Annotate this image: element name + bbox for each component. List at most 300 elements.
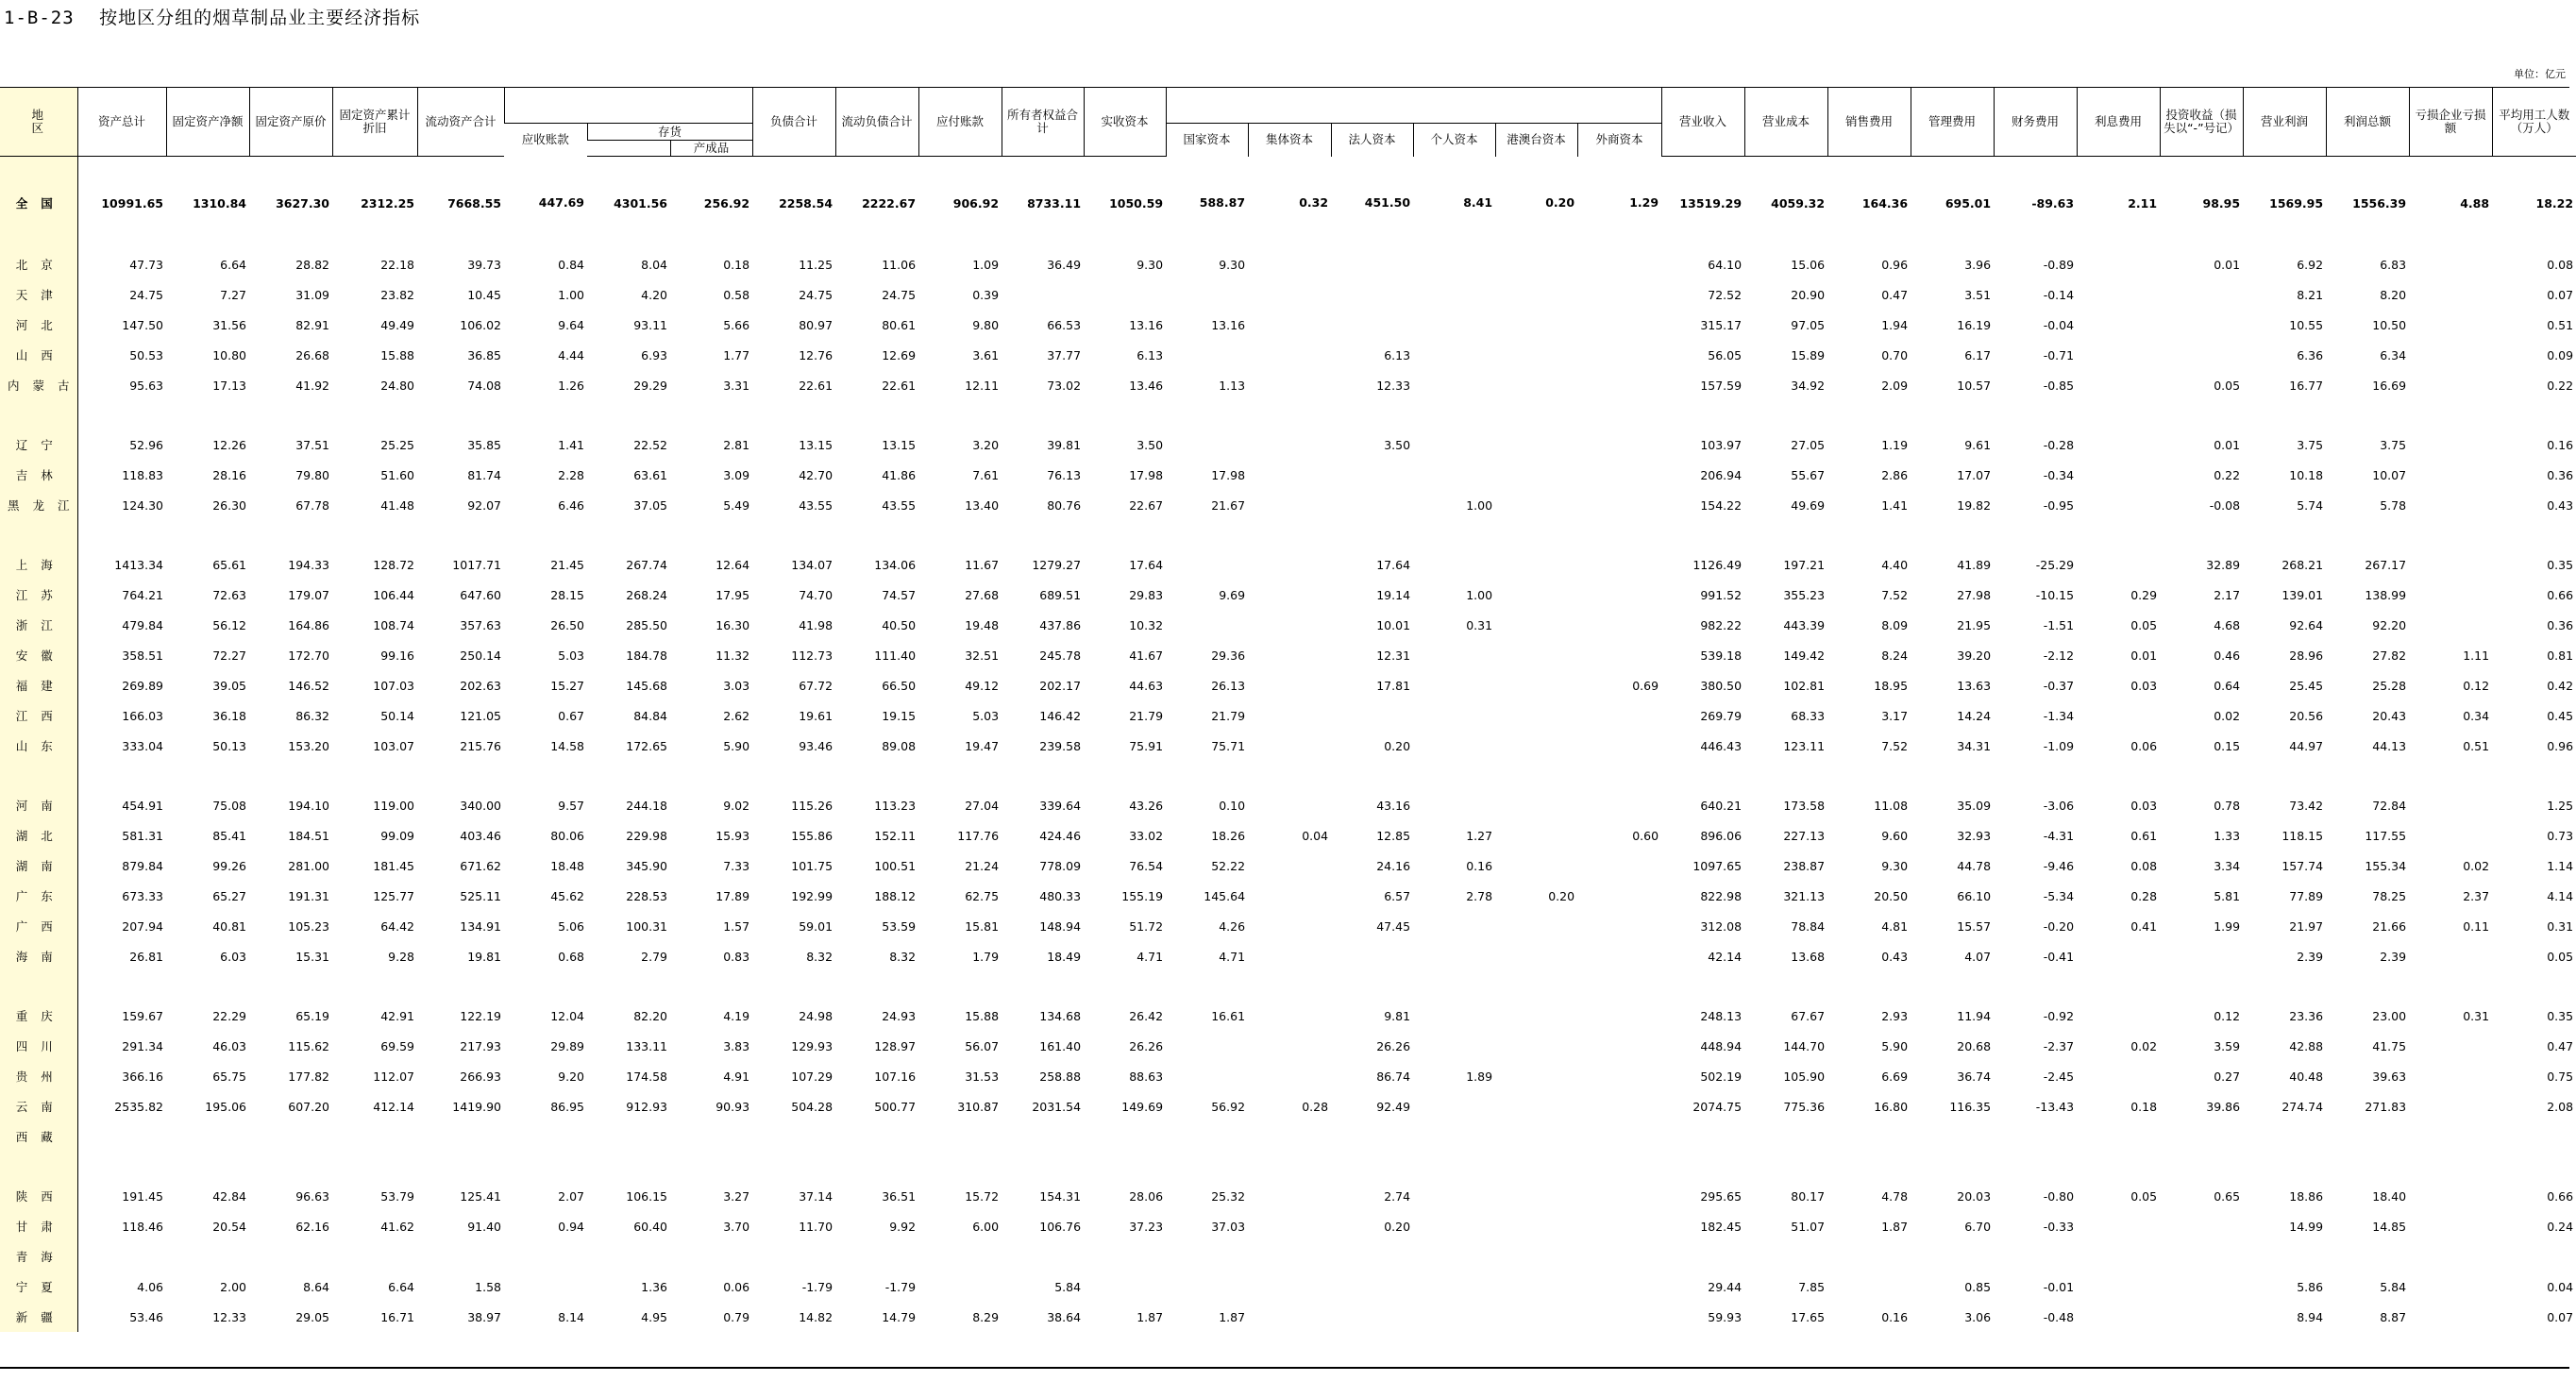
value-cell — [587, 520, 670, 549]
value-cell — [1002, 1241, 1084, 1272]
value-cell: 73.02 — [1047, 378, 1082, 393]
value-cell: 0.12 — [2463, 678, 2490, 693]
value-cell: 15.57 — [1957, 918, 1992, 934]
value-cell — [1827, 1121, 1911, 1152]
value-cell — [1331, 279, 1413, 310]
value-cell: 0.41 — [2130, 918, 2158, 934]
value-cell: 44.63 — [1129, 678, 1164, 693]
value-cell — [1413, 1031, 1495, 1061]
value-cell: 10.07 — [2372, 467, 2407, 482]
value-cell: 12.76 — [799, 347, 833, 362]
value-cell: 1.14 — [2547, 858, 2574, 873]
value-cell — [1495, 820, 1577, 851]
value-cell — [1744, 761, 1827, 790]
value-cell: 0.10 — [1219, 798, 1246, 813]
value-cell: 85.41 — [212, 828, 246, 843]
value-cell: 3.20 — [972, 437, 1000, 452]
value-cell: 26.13 — [1211, 678, 1246, 693]
value-cell: 0.01 — [2130, 648, 2158, 663]
header-inventory-spacer — [587, 141, 670, 157]
value-cell: 244.18 — [626, 798, 667, 813]
value-cell: -0.85 — [2043, 378, 2075, 393]
value-cell: 3.83 — [723, 1038, 750, 1053]
value-cell: 1419.90 — [452, 1099, 501, 1114]
value-cell — [1248, 790, 1331, 820]
value-cell: 239.58 — [1039, 738, 1082, 753]
value-cell: 172.65 — [626, 738, 667, 753]
value-cell: 20.90 — [1791, 287, 1826, 302]
value-cell: 1569.95 — [2269, 195, 2324, 211]
value-cell: 32.93 — [1957, 828, 1992, 843]
value-cell: 7.52 — [1881, 738, 1909, 753]
value-cell: -9.46 — [2043, 858, 2075, 873]
value-cell: 17.81 — [1376, 678, 1411, 693]
value-cell — [2492, 1121, 2576, 1152]
value-cell: 6.03 — [220, 949, 246, 964]
value-cell — [1413, 1272, 1495, 1302]
value-cell: 5.81 — [2214, 888, 2241, 903]
value-cell: 345.90 — [626, 858, 667, 873]
value-cell: 92.20 — [2372, 617, 2407, 632]
value-cell: 0.05 — [2130, 1188, 2158, 1204]
value-cell: 5.90 — [723, 738, 750, 753]
value-cell: 92.64 — [2289, 617, 2324, 632]
value-cell: 5.49 — [723, 497, 750, 513]
value-cell: 15.06 — [1791, 257, 1826, 272]
value-cell: 106.76 — [1039, 1219, 1082, 1234]
value-cell: 50.13 — [212, 738, 246, 753]
value-cell — [1248, 971, 1331, 1001]
value-cell — [417, 761, 504, 790]
value-cell: 28.15 — [550, 587, 584, 602]
table-row — [0, 1001, 2576, 1031]
value-cell: 525.11 — [460, 888, 501, 903]
header-individual-capital: 个人资本 — [1413, 124, 1495, 157]
value-cell: 39.05 — [212, 678, 246, 693]
value-cell: 28.06 — [1129, 1188, 1164, 1204]
value-cell: 0.20 — [1384, 1219, 1411, 1234]
value-cell: 74.70 — [799, 587, 833, 602]
value-cell — [2077, 249, 2160, 279]
value-cell — [752, 400, 835, 430]
value-cell — [504, 761, 587, 790]
value-cell: 164.86 — [288, 617, 329, 632]
value-cell: 2.37 — [2463, 888, 2490, 903]
value-cell: 8.24 — [1881, 648, 1909, 663]
value-cell: 14.24 — [1957, 708, 1992, 723]
region-cell: 安徽 — [0, 640, 77, 670]
value-cell: 36.51 — [882, 1188, 917, 1204]
value-cell — [1248, 1031, 1331, 1061]
value-cell — [2077, 340, 2160, 370]
value-cell: 8.14 — [558, 1309, 584, 1324]
value-cell: 92.49 — [1376, 1099, 1411, 1114]
value-cell — [2077, 1241, 2160, 1272]
value-cell: 3.96 — [1964, 257, 1992, 272]
value-cell: 443.39 — [1783, 617, 1826, 632]
value-cell: 4.19 — [723, 1008, 750, 1023]
value-cell — [918, 761, 1002, 790]
value-cell: 98.95 — [2202, 195, 2241, 211]
value-cell: 1.09 — [972, 257, 1000, 272]
value-cell: -0.01 — [2043, 1279, 2075, 1294]
value-cell: 991.52 — [1700, 587, 1743, 602]
value-cell: 6.34 — [2380, 347, 2407, 362]
value-cell: 111.40 — [874, 648, 917, 663]
region-cell — [0, 400, 77, 430]
table-row — [0, 549, 2576, 580]
value-cell — [2077, 1302, 2160, 1332]
value-cell: 4.20 — [641, 287, 667, 302]
header-investment-income: 投资收益（损失以“-”号记） — [2160, 88, 2243, 157]
value-cell — [332, 520, 417, 549]
value-cell: 106.15 — [626, 1188, 667, 1204]
value-cell: 0.08 — [2130, 858, 2158, 873]
value-cell: 281.00 — [288, 858, 329, 873]
value-cell — [1248, 670, 1331, 700]
value-cell: 118.83 — [122, 467, 163, 482]
value-cell: 0.34 — [2463, 708, 2490, 723]
value-cell: 2074.75 — [1692, 1099, 1743, 1114]
value-cell: -4.31 — [2043, 828, 2075, 843]
value-cell — [1166, 761, 1248, 790]
value-cell — [1744, 400, 1827, 430]
value-cell: 115.26 — [791, 798, 833, 813]
value-cell: 0.07 — [2547, 287, 2574, 302]
value-cell: 0.36 — [2547, 617, 2574, 632]
value-cell: 93.11 — [633, 317, 667, 332]
value-cell — [1248, 941, 1331, 971]
value-cell: 38.97 — [467, 1309, 501, 1324]
value-cell: 9.92 — [889, 1219, 917, 1234]
value-cell: 36.74 — [1957, 1069, 1992, 1084]
header-financial-expenses: 财务费用 — [1994, 88, 2077, 157]
table-row — [0, 460, 2576, 490]
value-cell: 43.55 — [799, 497, 833, 513]
value-cell — [1495, 971, 1577, 1001]
table-title-text: 按地区分组的烟草制品业主要经济指标 — [99, 8, 421, 28]
value-cell — [1166, 971, 1248, 1001]
value-cell — [1248, 1302, 1331, 1332]
value-cell: -0.95 — [2043, 497, 2075, 513]
value-cell — [332, 971, 417, 1001]
value-cell: 15.72 — [965, 1188, 1000, 1204]
value-cell: -10.15 — [2035, 587, 2075, 602]
header-accumulated-depreciation: 固定资产累计折旧 — [332, 88, 417, 157]
value-cell: 12.64 — [716, 557, 750, 572]
value-cell — [2409, 520, 2492, 549]
value-cell: 21.66 — [2372, 918, 2407, 934]
value-cell: 671.62 — [460, 858, 501, 873]
value-cell — [1413, 549, 1495, 580]
value-cell: 21.67 — [1211, 497, 1246, 513]
region-cell: 湖北 — [0, 820, 77, 851]
value-cell: 0.31 — [1466, 617, 1493, 632]
value-cell: 4.81 — [1881, 918, 1909, 934]
value-cell — [1577, 851, 1661, 881]
region-cell: 全国 — [0, 157, 77, 250]
value-cell: 2.86 — [1881, 467, 1909, 482]
value-cell: 46.03 — [212, 1038, 246, 1053]
value-cell: 4.95 — [641, 1309, 667, 1324]
value-cell — [1495, 1061, 1577, 1091]
value-cell: 1097.65 — [1692, 858, 1743, 873]
value-cell — [1413, 1241, 1495, 1272]
value-cell — [2409, 1031, 2492, 1061]
value-cell: 9.20 — [558, 1069, 584, 1084]
value-cell — [2492, 520, 2576, 549]
value-cell — [1577, 1091, 1661, 1121]
value-cell — [2409, 1211, 2492, 1241]
value-cell: 0.32 — [1299, 195, 1329, 211]
value-cell: 19.15 — [882, 708, 917, 723]
value-cell — [1084, 520, 1166, 549]
header-interest-expenses: 利息费用 — [2077, 88, 2160, 157]
value-cell: 80.97 — [799, 317, 833, 332]
value-cell — [2243, 400, 2326, 430]
value-cell: 0.05 — [2547, 949, 2574, 964]
value-cell: 312.08 — [1700, 918, 1743, 934]
value-cell: 12.85 — [1376, 828, 1411, 843]
value-cell: 26.26 — [1376, 1038, 1411, 1053]
value-cell — [1744, 971, 1827, 1001]
value-cell: 49.12 — [965, 678, 1000, 693]
value-cell: 116.35 — [1949, 1099, 1992, 1114]
table-row — [0, 610, 2576, 640]
value-cell — [1495, 430, 1577, 460]
value-cell — [2492, 971, 2576, 1001]
value-cell — [2409, 1121, 2492, 1152]
value-cell — [1248, 549, 1331, 580]
value-cell: 134.91 — [460, 918, 501, 934]
value-cell: 86.74 — [1376, 1069, 1411, 1084]
table-row — [0, 790, 2576, 820]
value-cell: 0.18 — [723, 257, 750, 272]
value-cell: 191.45 — [122, 1188, 163, 1204]
value-cell — [2243, 1121, 2326, 1152]
value-cell: 20.43 — [2372, 708, 2407, 723]
value-cell — [2077, 1211, 2160, 1241]
value-cell: 4.40 — [1881, 557, 1909, 572]
value-cell — [1744, 1121, 1827, 1152]
value-cell — [1248, 520, 1331, 549]
value-cell: 0.96 — [2547, 738, 2574, 753]
value-cell: 80.76 — [1047, 497, 1082, 513]
value-cell — [1248, 1181, 1331, 1211]
value-cell: 0.35 — [2547, 1008, 2574, 1023]
value-cell: -0.14 — [2043, 287, 2075, 302]
value-cell: 86.32 — [295, 708, 329, 723]
value-cell — [1248, 1211, 1331, 1241]
header-operating-cost: 营业成本 — [1744, 88, 1827, 157]
value-cell: 3.70 — [723, 1219, 750, 1234]
value-cell — [587, 1121, 670, 1152]
value-cell — [1413, 340, 1495, 370]
value-cell: -0.80 — [2043, 1188, 2075, 1204]
value-cell: 119.00 — [373, 798, 414, 813]
value-cell — [1248, 700, 1331, 731]
region-cell: 广东 — [0, 881, 77, 911]
value-cell: 125.77 — [373, 888, 414, 903]
value-cell: 123.11 — [1783, 738, 1826, 753]
value-cell: 227.13 — [1783, 828, 1826, 843]
value-cell: 217.93 — [460, 1038, 501, 1053]
table-row — [0, 310, 2576, 340]
value-cell — [1413, 670, 1495, 700]
value-cell: 42.84 — [212, 1188, 246, 1204]
value-cell — [918, 1241, 1002, 1272]
value-cell — [1248, 460, 1331, 490]
value-cell: -2.12 — [2043, 648, 2075, 663]
value-cell — [1827, 1272, 1911, 1302]
value-cell: 17.89 — [716, 888, 750, 903]
value-cell: 11.06 — [882, 257, 917, 272]
value-cell — [1911, 400, 1994, 430]
value-cell — [1413, 1302, 1495, 1332]
value-cell: 24.98 — [799, 1008, 833, 1023]
value-cell: 4.88 — [2460, 195, 2490, 211]
value-cell — [2409, 941, 2492, 971]
value-cell: 2535.82 — [114, 1099, 163, 1114]
value-cell — [2409, 370, 2492, 400]
value-cell: 1556.39 — [2352, 195, 2407, 211]
value-cell — [2160, 1121, 2243, 1152]
value-cell: 764.21 — [122, 587, 163, 602]
value-cell: 3.75 — [2380, 437, 2407, 452]
value-cell: -1.79 — [884, 1279, 917, 1294]
value-cell — [918, 400, 1002, 430]
value-cell: 21.79 — [1129, 708, 1164, 723]
value-cell — [1495, 310, 1577, 340]
value-cell: 0.22 — [2547, 378, 2574, 393]
value-cell: 99.09 — [380, 828, 414, 843]
value-cell: 446.43 — [1700, 738, 1743, 753]
value-cell — [504, 971, 587, 1001]
value-cell: 1.27 — [1466, 828, 1493, 843]
value-cell: 67.78 — [295, 497, 329, 513]
value-cell: 101.75 — [791, 858, 833, 873]
value-cell: 23.00 — [2372, 1008, 2407, 1023]
value-cell: 43.16 — [1376, 798, 1411, 813]
region-cell: 广西 — [0, 911, 77, 941]
value-cell: 9.61 — [1964, 437, 1992, 452]
value-cell — [1413, 941, 1495, 971]
value-cell: 0.36 — [2547, 467, 2574, 482]
value-cell — [1248, 249, 1331, 279]
value-cell — [1495, 1121, 1577, 1152]
value-cell: 68.33 — [1791, 708, 1826, 723]
value-cell: 0.16 — [1466, 858, 1493, 873]
value-cell: 29.29 — [633, 378, 667, 393]
value-cell — [1577, 1121, 1661, 1152]
value-cell: 4059.32 — [1771, 195, 1826, 211]
value-cell: 26.50 — [550, 617, 584, 632]
value-cell — [1577, 1211, 1661, 1241]
header-foreign-capital: 外商资本 — [1577, 124, 1661, 157]
value-cell: 0.20 — [1548, 888, 1575, 903]
value-cell: 0.43 — [2547, 497, 2574, 513]
value-cell: 117.76 — [957, 828, 1000, 843]
value-cell — [166, 520, 249, 549]
value-cell — [417, 1152, 504, 1181]
value-cell: 95.63 — [129, 378, 163, 393]
value-cell — [670, 971, 752, 1001]
value-cell — [1002, 1121, 1084, 1152]
value-cell — [1248, 490, 1331, 520]
value-cell — [1827, 520, 1911, 549]
value-cell: 0.20 — [1545, 195, 1575, 211]
value-cell: 0.27 — [2214, 1069, 2241, 1084]
header-owners-equity: 所有者权益合计 — [1002, 88, 1084, 157]
value-cell — [1331, 761, 1413, 790]
value-cell: 24.93 — [882, 1008, 917, 1023]
value-cell: -1.09 — [2043, 738, 2075, 753]
value-cell: 93.46 — [799, 738, 833, 753]
value-cell — [1495, 911, 1577, 941]
value-cell — [1413, 460, 1495, 490]
value-cell: 8.41 — [1463, 195, 1493, 211]
value-cell: 7.85 — [1798, 1279, 1826, 1294]
value-cell: 12.31 — [1376, 648, 1411, 663]
value-cell — [1495, 1152, 1577, 1181]
value-cell: 1.77 — [723, 347, 750, 362]
value-cell: 113.23 — [874, 798, 917, 813]
value-cell: 47.73 — [129, 257, 163, 272]
value-cell: 26.42 — [1129, 1008, 1164, 1023]
value-cell: 76.54 — [1129, 858, 1164, 873]
value-cell — [918, 971, 1002, 1001]
value-cell — [1577, 911, 1661, 941]
value-cell: 9.81 — [1384, 1008, 1411, 1023]
value-cell: 25.32 — [1211, 1188, 1246, 1204]
value-cell: 0.06 — [723, 1279, 750, 1294]
value-cell: -25.29 — [2035, 557, 2075, 572]
value-cell: 191.31 — [288, 888, 329, 903]
value-cell: 4.71 — [1136, 949, 1164, 964]
value-cell — [1084, 1272, 1166, 1302]
value-cell: 41.48 — [380, 497, 414, 513]
value-cell — [2326, 400, 2409, 430]
value-cell: -0.89 — [2043, 257, 2075, 272]
value-cell: -2.45 — [2043, 1069, 2075, 1084]
value-cell: 13.40 — [965, 497, 1000, 513]
value-cell: 8.21 — [2297, 287, 2324, 302]
value-cell: 21.97 — [2289, 918, 2324, 934]
value-cell: 24.80 — [380, 378, 414, 393]
value-cell — [1248, 310, 1331, 340]
value-cell — [2077, 1001, 2160, 1031]
value-cell: 7.52 — [1881, 587, 1909, 602]
region-cell: 重庆 — [0, 1001, 77, 1031]
value-cell: 43.55 — [882, 497, 917, 513]
value-cell: 18.49 — [1047, 949, 1082, 964]
header-total-liabilities: 负债合计 — [752, 88, 835, 157]
value-cell — [249, 761, 332, 790]
value-cell: 52.22 — [1211, 858, 1246, 873]
value-cell: -13.43 — [2035, 1099, 2075, 1114]
value-cell: 9.30 — [1219, 257, 1246, 272]
region-cell: 浙江 — [0, 610, 77, 640]
value-cell — [166, 1121, 249, 1152]
value-cell: 155.86 — [791, 828, 833, 843]
value-cell: 29.44 — [1708, 1279, 1743, 1294]
value-cell: 134.07 — [791, 557, 833, 572]
value-cell: -0.34 — [2043, 467, 2075, 482]
value-cell: 45.62 — [550, 888, 584, 903]
header-capital-sub — [1166, 88, 1661, 124]
value-cell — [1495, 610, 1577, 640]
value-cell: 19.81 — [467, 949, 501, 964]
